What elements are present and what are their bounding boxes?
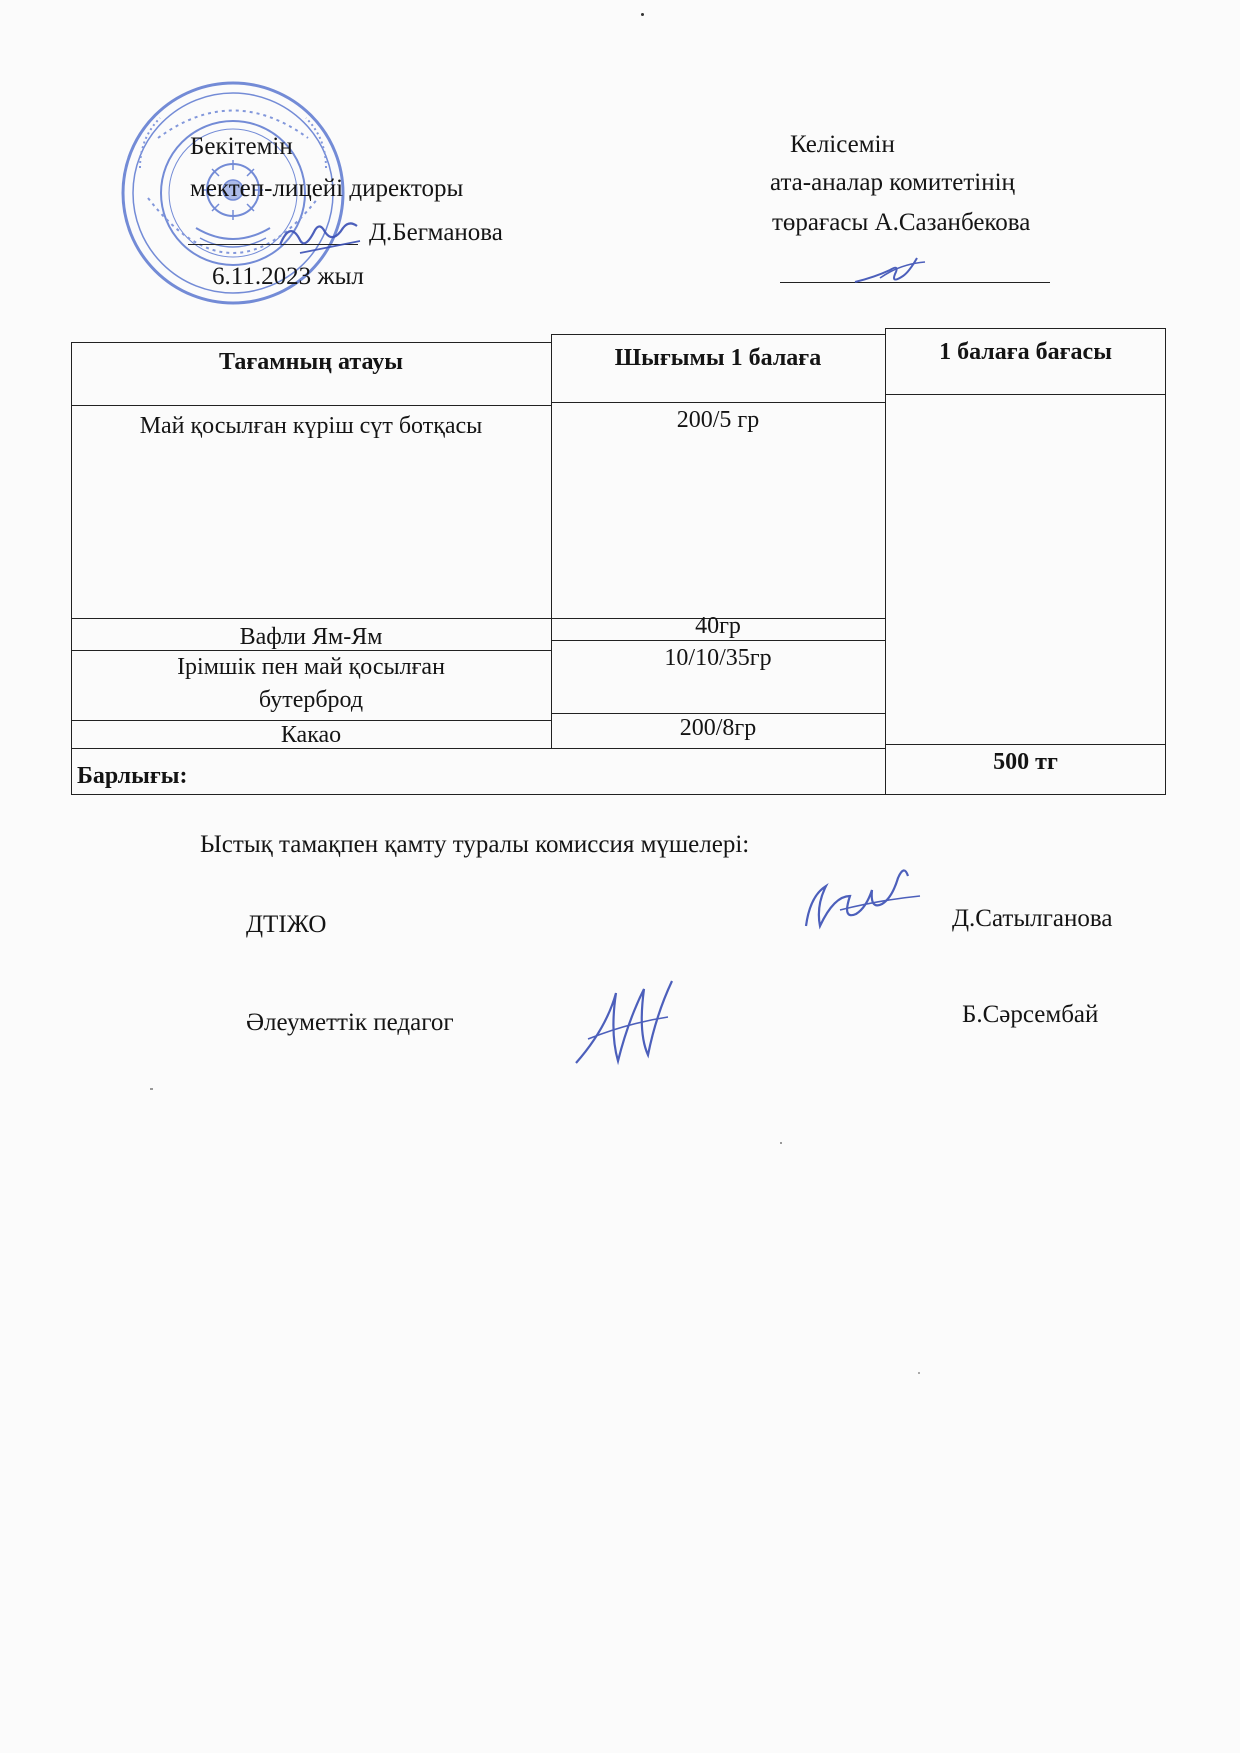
scan-speck: [918, 1372, 920, 1374]
row-4-name: Какао: [280, 722, 342, 748]
row-1-name: Май қосылған күріш сүт ботқасы: [139, 413, 483, 439]
member-1-name: Д.Сатылганова: [952, 905, 1113, 932]
chair-signature: [850, 252, 940, 292]
approval-date: 6.11.2023 жыл: [212, 263, 364, 290]
header-food-name: Тағамның атауы: [218, 349, 404, 375]
agreement-committee: ата-аналар комитетінің: [770, 169, 1015, 196]
agreement-chair: төрағасы А.Сазанбекова: [772, 209, 1031, 236]
row-3-name-line1: Ірімшік пен май қосылған: [177, 654, 445, 680]
total-value: 500 тг: [993, 749, 1058, 775]
commission-title: Ыстық тамақпен қамту туралы комиссия мүшелері:: [200, 831, 750, 858]
member-2-name: Б.Сәрсембай: [962, 1001, 1099, 1028]
agreement-title: Келісемін: [790, 131, 895, 158]
scan-speck: [150, 1088, 153, 1090]
director-signature: [270, 215, 370, 260]
director-name: Д.Бегманова: [369, 219, 503, 246]
row-1-amount: 200/5 гр: [676, 407, 760, 433]
row-3-amount: 10/10/35гр: [664, 645, 772, 671]
total-label: Барлығы:: [77, 763, 188, 789]
member-1-signature: [800, 868, 930, 938]
header-price: 1 балаға бағасы: [939, 339, 1112, 365]
scan-dot: [641, 13, 644, 16]
member-2-signature: [568, 975, 678, 1075]
member-2-role: Әлеуметтік педагог: [246, 1009, 454, 1036]
member-1-role: ДТІЖО: [246, 911, 327, 938]
row-4-amount: 200/8гр: [679, 715, 757, 741]
approval-title: Бекітемін: [190, 133, 293, 160]
row-2-amount: 40гр: [695, 613, 741, 639]
row-2-name: Вафли Ям-Ям: [239, 624, 383, 650]
menu-table: [71, 328, 1166, 795]
header-yield: Шығымы 1 балаға: [614, 345, 822, 371]
scan-speck: [780, 1142, 782, 1144]
row-3-name-line2: бутерброд: [258, 687, 364, 713]
approval-position: мектеп-лицейі директоры: [190, 175, 464, 202]
